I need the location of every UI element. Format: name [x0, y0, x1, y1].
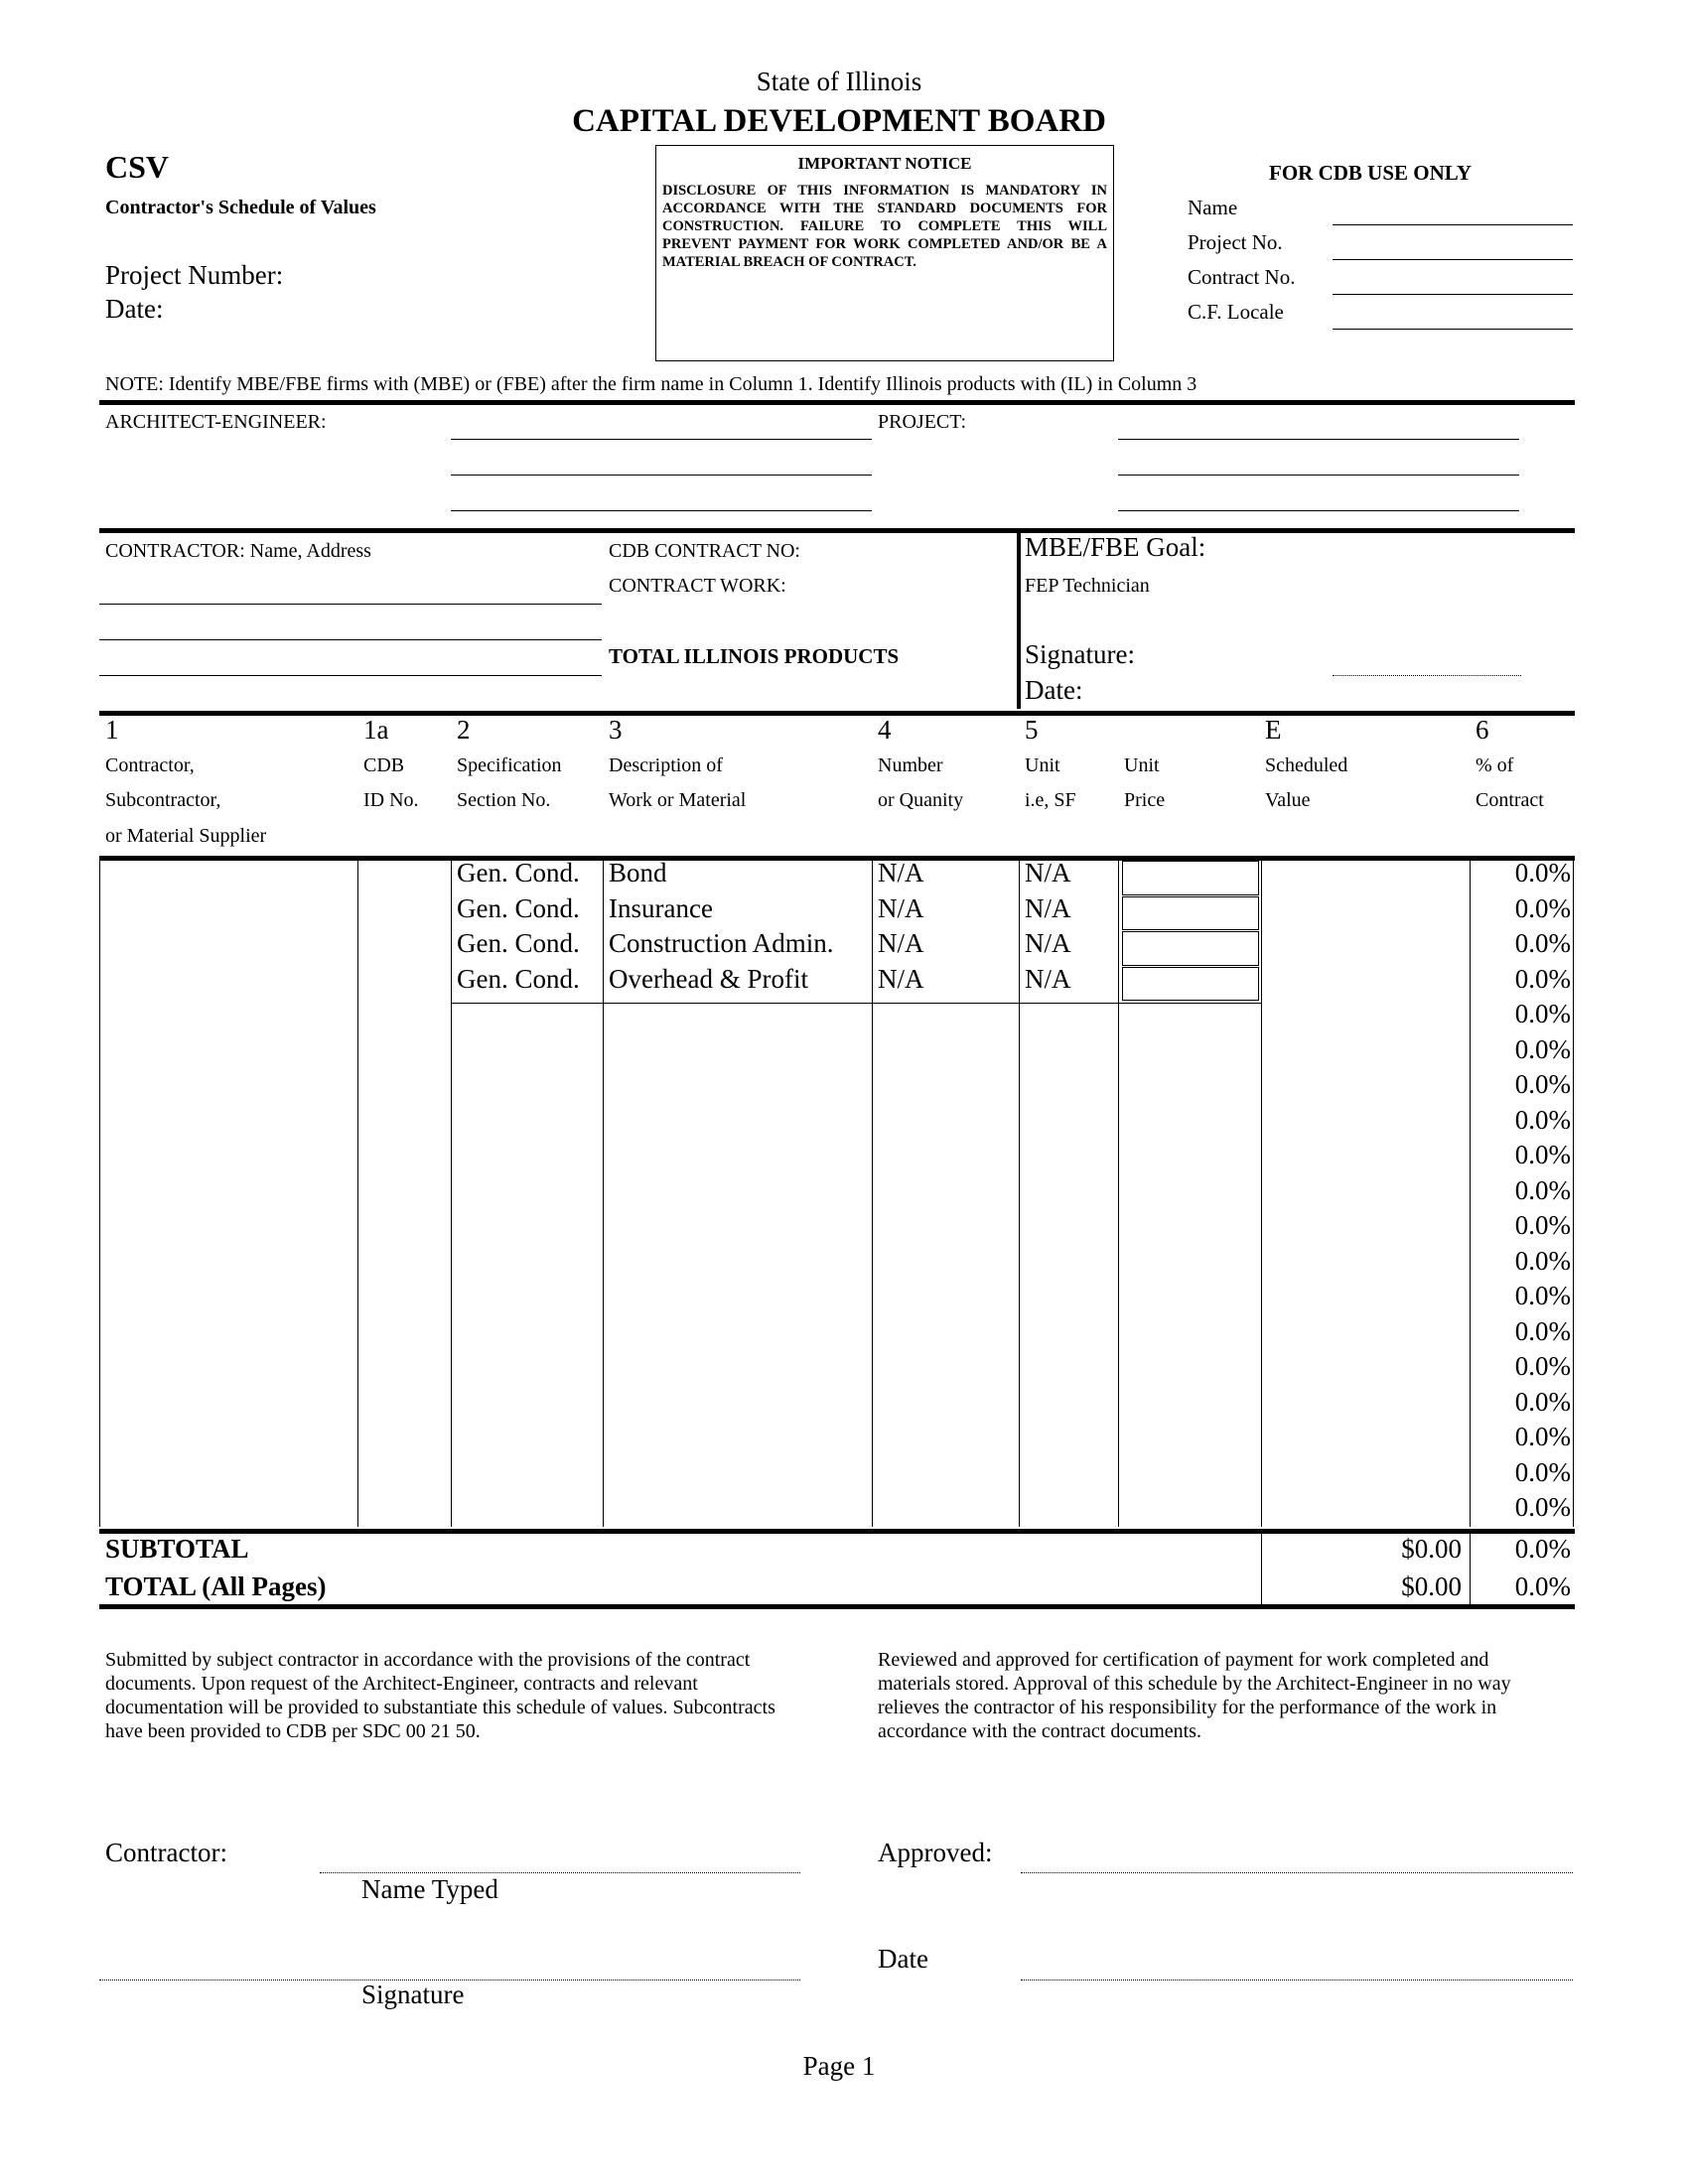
- description-cell[interactable]: Bond: [609, 858, 667, 887]
- contractor-line-1[interactable]: [99, 604, 602, 605]
- column-rule: [451, 860, 452, 1527]
- table-top-border: [99, 856, 1575, 861]
- column-rule: [1019, 860, 1020, 1527]
- approved-signature-field[interactable]: [1021, 1872, 1573, 1873]
- project-number-label: Project Number:: [105, 260, 284, 290]
- important-notice-box: [655, 145, 1114, 361]
- subtotal-value: $0.00: [1401, 1534, 1462, 1564]
- percent-cell: 0.0%: [1514, 1245, 1571, 1276]
- percent-cell: 0.0%: [1514, 1456, 1571, 1487]
- gen-cond-divider: [451, 1003, 1261, 1004]
- column-header-label: ID No.: [363, 789, 419, 811]
- column-header-label: or Quanity: [878, 789, 964, 811]
- percent-cell: 0.0%: [1514, 1422, 1571, 1451]
- contract-work-label: CONTRACT WORK:: [609, 575, 786, 597]
- column-header-label: or Material Supplier: [105, 825, 267, 847]
- cdb-name-field[interactable]: [1333, 224, 1573, 225]
- column-header-label: Description of: [609, 754, 723, 776]
- notice-body: DISCLOSURE OF THIS INFORMATION IS MANDATORY IN ACCORDANCE WITH THE STANDARD DOCUMENTS FOR CONSTRUCTION. FAILURE TO COMPLETE THIS WILL PREVENT PAYMENT FOR WORK COMPLETED AND/OR BE A MATERIAL BREACH OF CONTRACT.: [662, 183, 1107, 270]
- notice-title: IMPORTANT NOTICE: [797, 154, 972, 173]
- column-header-label: Unit: [1124, 754, 1160, 776]
- mbe-fbe-goal-label: MBE/FBE Goal:: [1025, 532, 1206, 562]
- cdb-locale-field[interactable]: [1333, 329, 1573, 330]
- cdb-field-locale-label: C.F. Locale: [1188, 300, 1284, 324]
- column-header-label: Value: [1265, 789, 1311, 811]
- percent-cell: 0.0%: [1514, 1174, 1571, 1205]
- percent-cell: 0.0%: [1514, 1386, 1571, 1417]
- description-cell[interactable]: Insurance: [609, 892, 713, 923]
- column-header-label: Section No.: [457, 789, 551, 811]
- column-header-label: Contract: [1476, 789, 1544, 811]
- percent-cell: 0.0%: [1514, 1140, 1571, 1169]
- cdb-use-title: FOR CDB USE ONLY: [1269, 161, 1473, 185]
- column-number: 5: [1025, 715, 1039, 745]
- percent-cell: 0.0%: [1514, 1492, 1571, 1522]
- form-name: Contractor's Schedule of Values: [105, 197, 376, 218]
- contractor-line-2[interactable]: [99, 639, 602, 640]
- column-header-label: i.e, SF: [1025, 789, 1076, 811]
- column-header-label: Specification: [457, 754, 562, 776]
- board-heading: CAPITAL DEVELOPMENT BOARD: [572, 103, 1106, 139]
- column-rule: [1261, 860, 1262, 1527]
- name-typed-caption: Name Typed: [361, 1874, 498, 1904]
- subtotal-label: SUBTOTAL: [105, 1534, 249, 1564]
- quantity-cell[interactable]: N/A: [878, 892, 924, 923]
- section-divider: [99, 711, 1575, 716]
- percent-cell: 0.0%: [1514, 1069, 1571, 1099]
- column-rule: [357, 860, 358, 1527]
- project-label: PROJECT:: [878, 411, 967, 433]
- percent-cell: 0.0%: [1514, 858, 1571, 887]
- column-number: 4: [878, 715, 892, 745]
- architect-line-2[interactable]: [451, 475, 872, 476]
- column-header-label: Unit: [1025, 754, 1060, 776]
- unit-price-input[interactable]: [1122, 861, 1259, 895]
- percent-cell: 0.0%: [1514, 1104, 1571, 1135]
- column-rule: [872, 860, 873, 1527]
- unit-cell[interactable]: N/A: [1025, 892, 1071, 923]
- totals-divider: [1261, 1532, 1262, 1604]
- column-rule: [1118, 860, 1119, 1527]
- submitted-statement: Submitted by subject contractor in accordance with the provisions of the contract documents. Upon request of the Architect-Engineer, contracts and relevant documentation will be provided to substantiate this schedule of values. Subcontracts have been provided to CDB per SDC 00 21 50.: [105, 1649, 775, 1742]
- cdb-contract-no-label: CDB CONTRACT NO:: [609, 540, 800, 562]
- project-line-2[interactable]: [1118, 475, 1519, 476]
- description-cell[interactable]: Construction Admin.: [609, 928, 834, 958]
- subtotal-pct: 0.0%: [1514, 1534, 1571, 1564]
- column-header-label: Work or Material: [609, 789, 747, 811]
- percent-cell: 0.0%: [1514, 963, 1571, 994]
- signature-caption: Signature: [361, 1979, 465, 2009]
- percent-cell: 0.0%: [1514, 1210, 1571, 1240]
- contractor-label: CONTRACTOR: Name, Address: [105, 540, 371, 562]
- contractor-signoff-label: Contractor:: [105, 1838, 227, 1867]
- unit-price-input[interactable]: [1122, 931, 1259, 966]
- column-number: E: [1265, 715, 1282, 745]
- signature-label: Signature:: [1025, 639, 1135, 669]
- cdb-field-contract-label: Contract No.: [1188, 265, 1296, 289]
- approval-date-label: Date: [878, 1944, 928, 1974]
- quantity-cell[interactable]: N/A: [878, 858, 924, 887]
- column-header-label: Number: [878, 754, 943, 776]
- total-pct: 0.0%: [1514, 1571, 1571, 1601]
- percent-cell: 0.0%: [1514, 1351, 1571, 1381]
- state-heading: State of Illinois: [756, 67, 922, 96]
- contractor-name-field[interactable]: [320, 1872, 800, 1873]
- column-header-label: Scheduled: [1265, 754, 1348, 776]
- unit-cell[interactable]: N/A: [1025, 928, 1071, 958]
- column-header-label: Subcontractor,: [105, 789, 221, 811]
- date-label: Date:: [105, 294, 164, 324]
- note-text: NOTE: Identify MBE/FBE firms with (MBE) or (FBE) after the firm name in Column 1. Identify Illinois products with (IL) in Column 3: [105, 373, 1197, 395]
- column-number: 6: [1476, 715, 1489, 745]
- form-code: CSV: [105, 149, 170, 185]
- description-cell[interactable]: Overhead & Profit: [609, 963, 808, 994]
- column-header-label: % of: [1476, 754, 1514, 776]
- total-value: $0.00: [1401, 1571, 1462, 1601]
- architect-line-3[interactable]: [451, 510, 872, 511]
- spec-section-cell[interactable]: Gen. Cond.: [457, 892, 580, 923]
- architect-engineer-label: ARCHITECT-ENGINEER:: [105, 411, 327, 433]
- contractor-line-3[interactable]: [99, 675, 602, 676]
- spec-section-cell[interactable]: Gen. Cond.: [457, 858, 580, 887]
- cdb-project-field[interactable]: [1333, 259, 1573, 260]
- page-number: Page 1: [802, 2051, 876, 2081]
- unit-cell[interactable]: N/A: [1025, 858, 1071, 887]
- fep-technician-label: FEP Technician: [1025, 575, 1150, 597]
- percent-cell: 0.0%: [1514, 1033, 1571, 1064]
- column-header-label: Contractor,: [105, 754, 195, 776]
- section-divider: [99, 528, 1575, 533]
- architect-line-1[interactable]: [451, 439, 872, 440]
- column-rule: [603, 860, 604, 1527]
- percent-cell: 0.0%: [1514, 892, 1571, 923]
- approved-label: Approved:: [878, 1838, 993, 1867]
- spec-section-cell[interactable]: Gen. Cond.: [457, 963, 580, 994]
- column-number: 3: [609, 715, 623, 745]
- approval-date-field[interactable]: [1021, 1979, 1573, 1980]
- reviewed-statement: Reviewed and approved for certification of payment for work completed and materials stored. Approval of this schedule by the Architect-Engineer in no way relieves the contractor of his responsibility for the performance of the work in accordance with the contract documents.: [878, 1649, 1511, 1742]
- spec-section-cell[interactable]: Gen. Cond.: [457, 928, 580, 958]
- quantity-cell[interactable]: N/A: [878, 928, 924, 958]
- column-number: 2: [457, 715, 471, 745]
- percent-cell: 0.0%: [1514, 1315, 1571, 1346]
- section-divider: [99, 400, 1575, 405]
- unit-price-input[interactable]: [1122, 896, 1259, 931]
- percent-cell: 0.0%: [1514, 1281, 1571, 1310]
- project-line-1[interactable]: [1118, 439, 1519, 440]
- percent-cell: 0.0%: [1514, 999, 1571, 1028]
- unit-price-input[interactable]: [1122, 967, 1259, 1002]
- column-number: 1a: [363, 715, 389, 745]
- fep-date-label: Date:: [1025, 675, 1083, 705]
- totals-bottom-border: [99, 1604, 1575, 1609]
- column-rule: [99, 860, 100, 1527]
- percent-cell: 0.0%: [1514, 928, 1571, 958]
- cdb-contract-field[interactable]: [1333, 294, 1573, 295]
- project-line-3[interactable]: [1118, 510, 1519, 511]
- quantity-cell[interactable]: N/A: [878, 963, 924, 994]
- cdb-field-project-label: Project No.: [1188, 230, 1283, 254]
- fep-signature-field[interactable]: [1333, 675, 1521, 676]
- section-vertical-divider: [1017, 530, 1021, 709]
- unit-cell[interactable]: N/A: [1025, 963, 1071, 994]
- total-all-pages-label: TOTAL (All Pages): [105, 1571, 327, 1601]
- column-number: 1: [105, 715, 119, 745]
- column-header-label: Price: [1124, 789, 1166, 811]
- total-illinois-products-label: TOTAL ILLINOIS PRODUCTS: [609, 644, 900, 668]
- cdb-field-name-label: Name: [1188, 196, 1238, 219]
- column-rule: [1573, 860, 1574, 1527]
- column-header-label: CDB: [363, 754, 405, 776]
